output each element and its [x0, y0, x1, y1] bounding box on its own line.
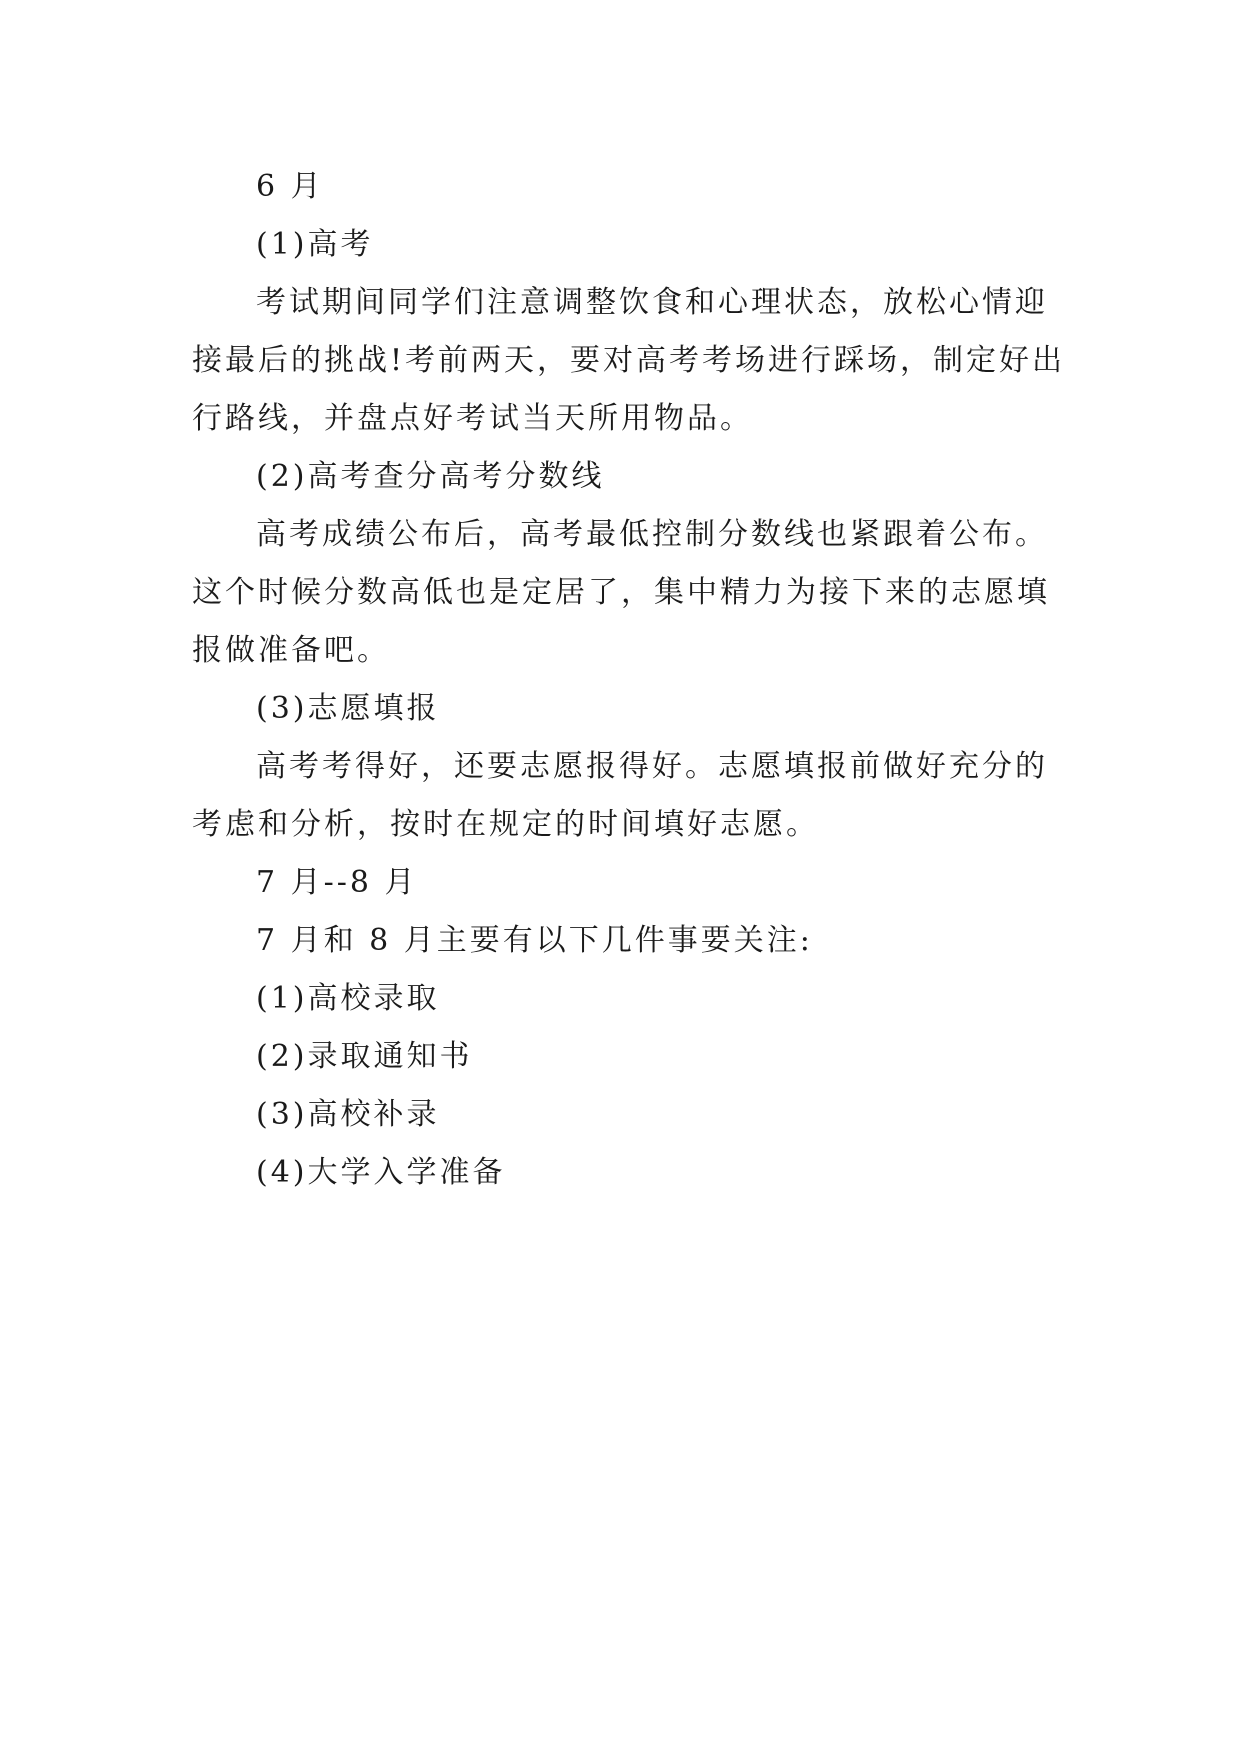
heading-july-august: 7 月--8 月	[256, 865, 418, 900]
paragraph-application-advice: 高考考得好，还要志愿报得好。志愿填报前做好充分的考虑和分析，按时在规定的时间填好志愿。	[192, 749, 1048, 842]
item-gaokao: (1)高考	[256, 227, 374, 262]
list-item-admission: (1)高校录取	[256, 981, 440, 1016]
list-item-supplementary-admission: (3)高校补录	[256, 1097, 440, 1132]
item-score-lookup: (2)高考查分高考分数线	[256, 459, 605, 494]
paragraph-july-august-intro: 7 月和 8 月主要有以下几件事要关注:	[256, 923, 813, 958]
list-item-admission-letter: (2)录取通知书	[256, 1039, 473, 1074]
heading-june: 6 月	[256, 169, 324, 204]
paragraph-score-advice: 高考成绩公布后，高考最低控制分数线也紧跟着公布。这个时候分数高低也是定居了，集中精力为接下来的志愿填报做准备吧。	[192, 517, 1050, 668]
paragraph-exam-advice: 考试期间同学们注意调整饮食和心理状态，放松心情迎接最后的挑战!考前两天，要对高考考场进行踩场，制定好出行路线，并盘点好考试当天所用物品。	[192, 285, 1066, 436]
document-body	[192, 158, 1072, 1202]
list-item-enrollment-preparation: (4)大学入学准备	[256, 1155, 506, 1190]
item-application: (3)志愿填报	[256, 691, 440, 726]
